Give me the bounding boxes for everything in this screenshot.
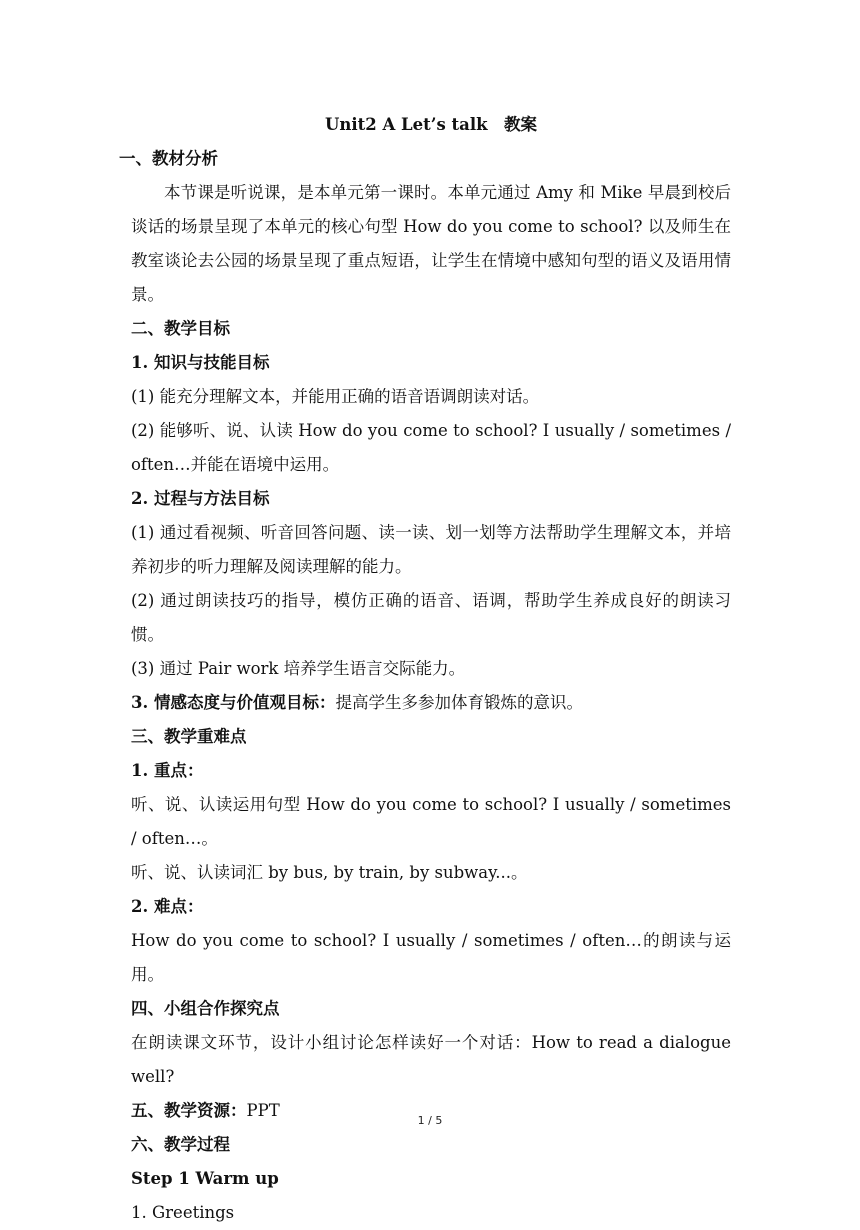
section-heading-analysis: 一、教材分析 (119, 149, 218, 168)
section-heading-process: 六、教学过程 (131, 1135, 230, 1154)
section-heading-keypoints: 三、教学重难点 (131, 727, 247, 746)
section-heading-resources: 五、教学资源： (131, 1101, 247, 1120)
goal-process-item: (1) 通过看视频、听音回答问题、读一读、划一划等方法帮助学生理解文本，并培养初步的听力理解及阅读理解的能力。 (131, 523, 731, 576)
document-body (119, 108, 731, 1230)
difficulty-heading: 2. 难点： (131, 897, 204, 916)
analysis-paragraph: 本节课是听说课，是本单元第一课时。本单元通过 Amy 和 Mike 早晨到校后谈话的场景呈现了本单元的核心句型 How do you come to school? 以及师生在教室谈论去公园的场景呈现了重点短语，让学生在情境中感知句型的语义及语用情景。 (131, 183, 731, 304)
goal-knowledge-item: (2) 能够听、说、认读 How do you come to school? I usually / sometimes / often…并能在语境中运用。 (131, 421, 731, 474)
section-heading-group: 四、小组合作探究点 (131, 999, 280, 1018)
resources-text: PPT (246, 1101, 280, 1120)
step1-heading: Step 1 Warm up (131, 1169, 279, 1188)
key-item: 听、说、认读词汇 by bus, by train, by subway...。 (131, 863, 528, 882)
group-text: 在朗读课文环节，设计小组讨论怎样读好一个对话：How to read a dialogue well? (131, 1033, 731, 1086)
key-heading: 1. 重点： (131, 761, 204, 780)
goal-attitude-text: 提高学生多参加体育锻炼的意识。 (335, 693, 583, 712)
step1-item: 1. Greetings (131, 1203, 235, 1222)
goal-process-heading: 2. 过程与方法目标 (131, 489, 270, 508)
page-number: 1 / 5 (417, 1114, 443, 1127)
difficulty-text: How do you come to school? I usually / sometimes / often…的朗读与运用。 (131, 931, 731, 984)
key-item: 听、说、认读运用句型 How do you come to school? I usually / sometimes / often…。 (131, 795, 731, 848)
goal-knowledge-heading: 1. 知识与技能目标 (131, 353, 270, 372)
goal-knowledge-item: (1) 能充分理解文本，并能用正确的语音语调朗读对话。 (131, 387, 540, 406)
goal-attitude-heading: 3. 情感态度与价值观目标： (131, 693, 336, 712)
goal-process-item: (2) 通过朗读技巧的指导，模仿正确的语音、语调，帮助学生养成良好的朗读习惯。 (131, 591, 731, 644)
goal-process-item: (3) 通过 Pair work 培养学生语言交际能力。 (131, 659, 466, 678)
document-title: Unit2 A Let’s talk 教案 (324, 115, 538, 134)
section-heading-goals: 二、教学目标 (131, 319, 230, 338)
goal-attitude-line (131, 686, 731, 720)
